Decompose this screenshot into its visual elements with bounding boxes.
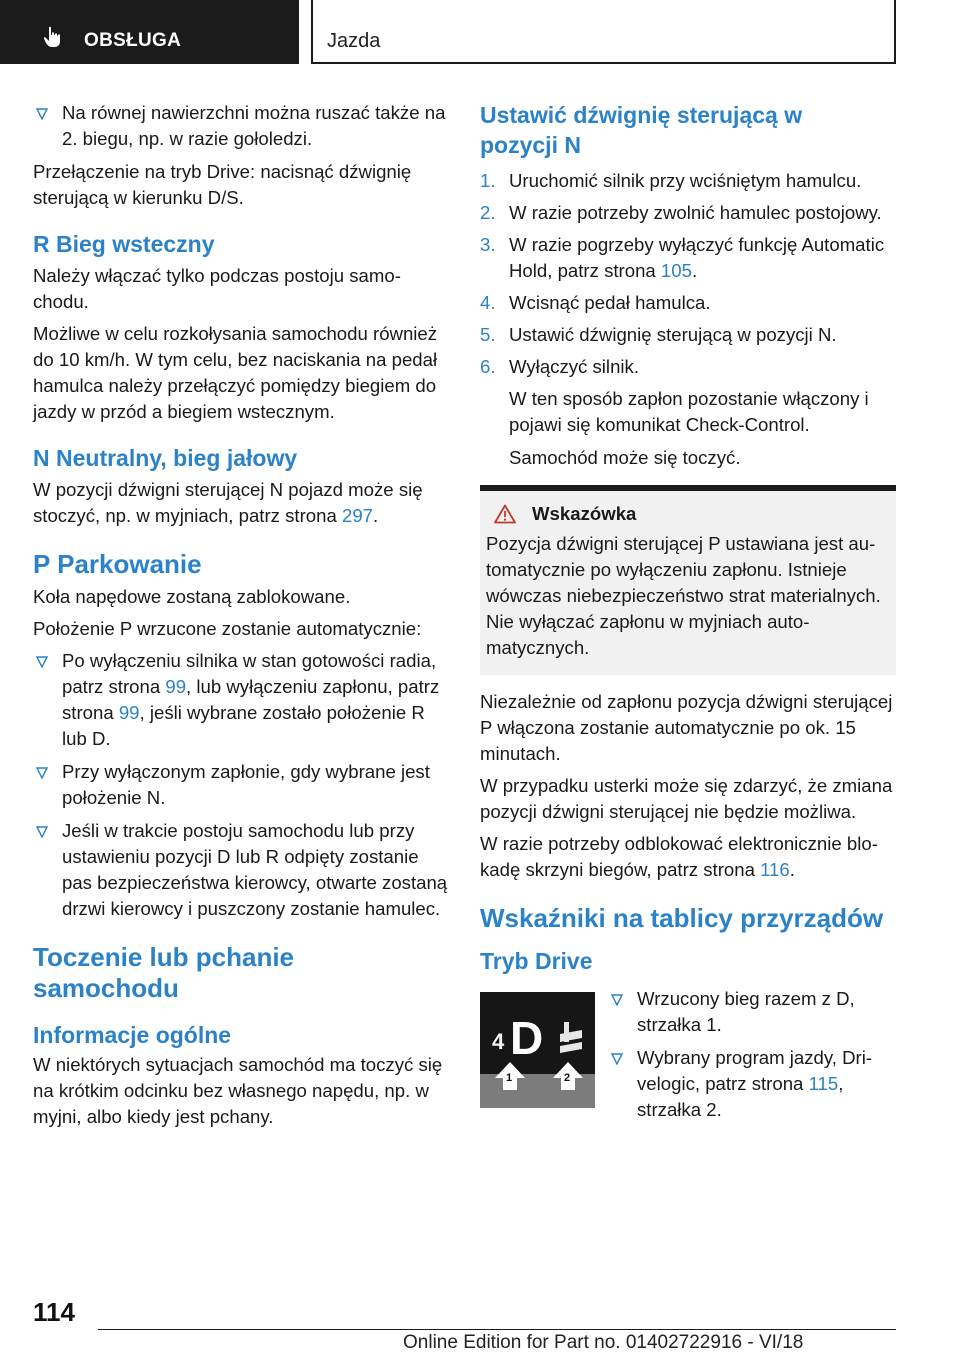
section-title: OBSŁUGA bbox=[84, 30, 182, 51]
footer-divider bbox=[98, 1329, 896, 1330]
list-item: 1. Uruchomić silnik przy wciśniętym hamulcu. bbox=[480, 170, 862, 191]
svg-text:2: 2 bbox=[564, 1072, 571, 1084]
list-item: 5. Ustawić dźwignię sterującą w pozycji N. bbox=[480, 324, 837, 345]
triangle-bullet-icon bbox=[36, 767, 48, 779]
page-link[interactable]: 115 bbox=[808, 1073, 839, 1094]
warning-triangle-icon bbox=[494, 504, 516, 524]
steps-list bbox=[480, 168, 896, 380]
warning-note bbox=[480, 485, 896, 675]
paragraph: W niektórych sytuacjach samochód ma toczyć się na krótkim odcinku bez własnego napędu, np. w myjni, albo kiedy jest pchany. bbox=[33, 1054, 443, 1127]
list-item: Na równej nawierzchni można ruszać także na 2. biegu, np. w razie gołoledzi. bbox=[33, 100, 450, 152]
svg-text:1: 1 bbox=[506, 1072, 513, 1084]
step-note: W ten sposób zapłon pozostanie włączony i pojawi się komunikat Check-Control. bbox=[509, 388, 869, 435]
list-item: 6. Wyłączyć silnik. bbox=[480, 356, 640, 377]
paragraph: Przełączenie na tryb Drive: nacisnąć dźwignię sterującą w kierunku D/S. bbox=[33, 161, 412, 208]
page-number: 114 bbox=[33, 1297, 75, 1327]
list-item: Po wyłączeniu silnika w stan gotowości radia, patrz strona 99, lub wyłączeniu zapłonu, patrz strona 99, jeśli wybrane zostało położenie R lub D. bbox=[33, 648, 450, 752]
paragraph: Niezależnie od zapłonu pozycja dźwigni sterującej P włączona zostanie automatycznie po ok. 15 minutach. bbox=[480, 691, 893, 764]
list-item: Wybrany program jazdy, Drivelogic, patrz strona 115, strzałka 2. bbox=[608, 1045, 896, 1123]
chapter-title: Jazda bbox=[327, 30, 381, 52]
note-body: Pozycja dźwigni sterującej P ustawiana jest automatycznie po wyłączeniu zapłonu. Istnieje wówczas niebezpieczeństwo strat materialnych. Nie wyłączać zapłonu w myjniach automatycznych. bbox=[486, 533, 881, 658]
note-title: Wskazówka bbox=[532, 503, 637, 524]
triangle-bullet-icon bbox=[36, 826, 48, 838]
svg-text:D: D bbox=[510, 1012, 544, 1064]
instrument-display-image bbox=[480, 992, 595, 1108]
right-column bbox=[480, 100, 896, 1130]
paragraph: W razie potrzeby odblokować elektronicznie blokadę skrzyni biegów, patrz strona 116. bbox=[480, 833, 878, 880]
paragraph: W przypadku usterki może się zdarzyć, że zmiana pozycji dźwigni sterującej nie będzie możliwa. bbox=[480, 775, 893, 822]
heading-instrument-panel: Wskaźniki na tablicy przyrządów bbox=[480, 903, 884, 933]
heading-general-info: Informacje ogólne bbox=[33, 1022, 232, 1048]
triangle-bullet-icon bbox=[611, 1053, 623, 1065]
list-item: Przy wyłączonym zapłonie, gdy wybrane jest położenie N. bbox=[33, 759, 450, 811]
list-item: 3. W razie pogrzeby wyłączyć funkcję Automatic Hold, patrz strona 105. bbox=[480, 234, 885, 281]
bullet-list bbox=[608, 986, 896, 1130]
triangle-bullet-icon bbox=[36, 656, 48, 668]
paragraph: Koła napędowe zostaną zablokowane. bbox=[33, 586, 351, 607]
paragraph: Możliwe w celu rozkołysania samochodu również do 10 km/h. W tym celu, bez naciskania na pedał hamulca należy przełączyć pomiędzy biegiem do jazdy w przód a biegiem wstecznym. bbox=[33, 323, 438, 422]
hand-pointer-icon bbox=[42, 26, 64, 48]
chapter-header bbox=[311, 0, 896, 64]
list-item: 4. Wcisnąć pedał hamulca. bbox=[480, 292, 711, 313]
paragraph: W pozycji dźwigni sterującej N pojazd może się stoczyć, np. w myjniach, patrz strona 297. bbox=[33, 479, 423, 526]
edition-note: Online Edition for Part no. 01402722916 - VI/18 bbox=[403, 1332, 804, 1353]
paragraph: Należy włączać tylko podczas postoju samochodu. bbox=[33, 265, 401, 312]
heading-set-neutral: Ustawić dźwignię sterującą w pozycji N bbox=[480, 102, 803, 158]
triangle-bullet-icon bbox=[611, 994, 623, 1006]
heading-drive-mode: Tryb Drive bbox=[480, 948, 593, 974]
list-item: 2. W razie potrzeby zwolnić hamulec postojowy. bbox=[480, 202, 882, 223]
page-link[interactable]: 99 bbox=[165, 676, 187, 697]
heading-reverse: R Bieg wsteczny bbox=[33, 231, 215, 257]
section-tab bbox=[0, 0, 299, 64]
list-item: Jeśli w trakcie postoju samochodu lub przy ustawieniu pozycji D lub R odpięty zostanie pas bezpieczeństwa kierowcy, otwarte zostaną drzwi kierowcy i puszczony zostanie hamulec. bbox=[33, 818, 450, 922]
list-item: Wrzucony bieg razem z D, strzałka 1. bbox=[608, 986, 896, 1038]
bullet-list bbox=[33, 648, 450, 922]
svg-text:4: 4 bbox=[492, 1029, 505, 1054]
heading-rolling: Toczenie lub pchanie samochodu bbox=[33, 942, 295, 1003]
bullet-list bbox=[33, 100, 450, 152]
page-link[interactable]: 297 bbox=[341, 505, 374, 526]
page-link[interactable]: 105 bbox=[660, 260, 692, 281]
heading-neutral: N Neutralny, bieg jałowy bbox=[33, 445, 298, 471]
left-column bbox=[33, 100, 450, 1136]
page-link[interactable]: 116 bbox=[760, 859, 790, 880]
drive-display-block bbox=[480, 986, 896, 1130]
paragraph: Położenie P wrzucone zostanie automatycznie: bbox=[33, 618, 422, 639]
heading-park: P Parkowanie bbox=[33, 549, 202, 579]
step-note: Samochód może się toczyć. bbox=[509, 447, 741, 468]
triangle-bullet-icon bbox=[36, 108, 48, 120]
gear-display-icon bbox=[480, 992, 595, 1108]
page-link[interactable]: 99 bbox=[118, 702, 140, 723]
